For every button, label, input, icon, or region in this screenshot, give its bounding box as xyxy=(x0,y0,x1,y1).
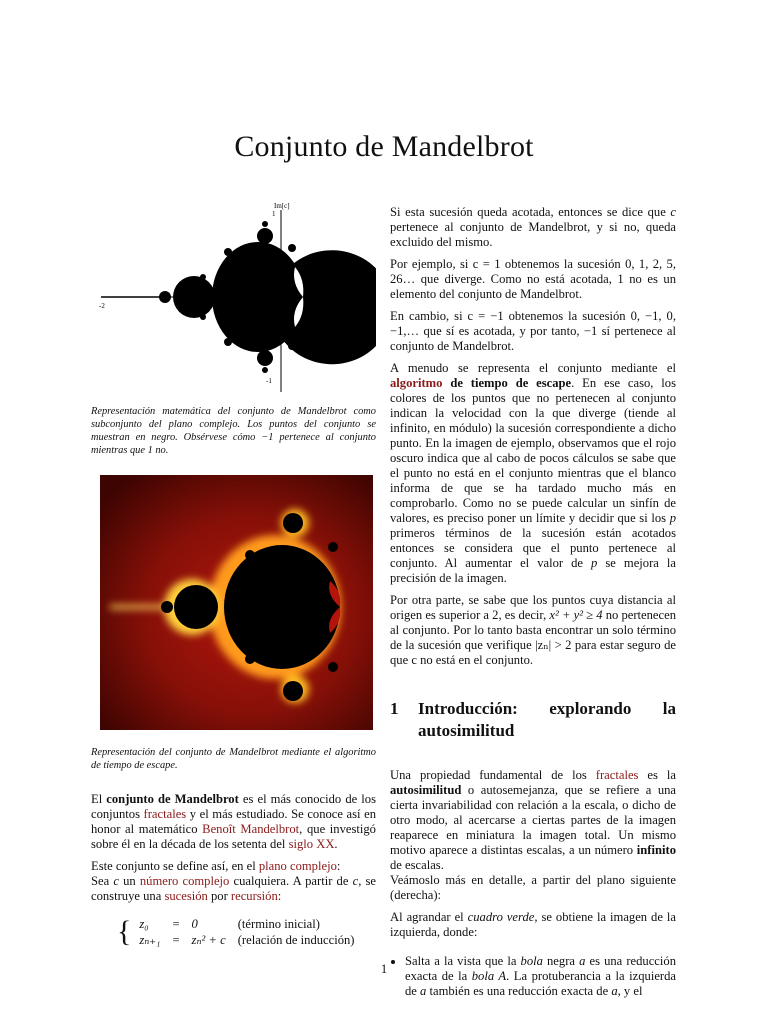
text: cualquiera. A partir de xyxy=(229,874,353,888)
term-a: a xyxy=(611,984,618,998)
section-heading xyxy=(390,698,676,742)
intro-paragraph xyxy=(91,792,376,852)
math-inequality: x² + y² ≥ 4 xyxy=(549,608,603,622)
text: se mejora la precisión de la imagen. xyxy=(390,556,676,585)
text: , se construye una xyxy=(91,874,377,903)
left-brace: { xyxy=(117,915,132,948)
link-numero-complejo[interactable]: número complejo xyxy=(139,874,230,888)
text: , y el xyxy=(617,984,643,998)
text: es el más conocido de los conjuntos xyxy=(91,792,376,821)
equation-sign: = xyxy=(172,917,180,931)
text: Por otra parte, se sabe que los puntos cuya distancia al origen es superior a 2, es decir, xyxy=(390,593,676,622)
term-a: a xyxy=(420,984,427,998)
text: . La protuberancia a la izquierda de xyxy=(405,969,676,998)
text: es una reducción exacta de la xyxy=(405,954,676,983)
text: Este conjunto se define así, en el xyxy=(91,859,259,873)
text: de escalas. xyxy=(390,858,444,872)
text: negra xyxy=(542,954,580,968)
paragraph-example-1: Por ejemplo, si c = 1 obtenemos la sucesión 0, 1, 2, 5, 26… que diverge. Como no está acotada, 1 no es un elemento del conjunto de Mandelbrot. xyxy=(390,257,676,301)
equation-rhs: zₙ² + c xyxy=(191,933,226,947)
paragraph-distance xyxy=(390,593,676,668)
math-c: c xyxy=(352,874,359,888)
paragraph-green-square xyxy=(390,910,676,940)
section-title: Introducción: explorando la autosimilitud xyxy=(418,699,676,740)
term-escape-time: de tiempo de escape xyxy=(442,376,572,390)
math-c: c xyxy=(670,205,676,219)
math-p: p xyxy=(669,511,676,525)
mandelbrot-set-shape xyxy=(101,221,376,373)
text: un xyxy=(118,874,140,888)
equation-lhs: zₙ₊₁ xyxy=(139,933,161,947)
tick-label-im-1: 1 xyxy=(272,210,276,218)
mandelbrot-plot-figure xyxy=(91,200,376,395)
paragraph-example-minus1: En cambio, si c = −1 obtenemos la sucesión 0, −1, 0, −1,… que sí es acotada, y por tanto, −1 sí pertenece al conjunto de Mandelbrot. xyxy=(390,309,676,353)
figure2-caption: Representación del conjunto de Mandelbrot mediante el algoritmo de tiempo de escape. xyxy=(91,747,376,771)
text: , se obtiene la imagen de la izquierda, donde: xyxy=(390,910,677,939)
text: El xyxy=(91,792,107,806)
link-plano-complejo[interactable]: plano complejo xyxy=(258,859,337,873)
term-bola: bola xyxy=(520,954,543,968)
text: también es una reducción exacta de xyxy=(426,984,612,998)
page-title: Conjunto de Mandelbrot xyxy=(234,130,534,164)
text: . En ese caso, los colores de los puntos que no pertenecen al conjunto indican la velocidad con la que diverge (tiende al infinito, en módulo) la sucesión correspondiente a dicho punto. En la imagen de ejemplo, observamos que el rojo oscuro indica que al cabo de pocos cálculos se sabe que el punto no está en el conjunto mientras que el blanco informa de que se ha tardado mucho más en comprobarlo. Como no se puede calcular un sinfín de valores, es preciso poner un límite y decidir que si los xyxy=(390,376,676,525)
link-sucesion[interactable]: sucesión xyxy=(164,889,208,903)
equation-rhs: 0 xyxy=(191,917,198,931)
text: primeros términos de la sucesión están acotados entonces se considera que el punto pertenece al conjunto. Al aumentar el valor de xyxy=(390,526,676,570)
equation-lhs: z₀ xyxy=(139,917,149,931)
term-mandelbrot-set: conjunto de Mandelbrot xyxy=(106,792,239,806)
term-a: a xyxy=(579,954,586,968)
definition-paragraph xyxy=(91,859,376,874)
text: o autosemejanza, que se refiere a una cierta invariabilidad con relación a la escala, o dicho de otro modo, al acercarse a ciertas partes de la imagen reaparece en miniatura la imagen total. Un mismo motivo aparece a distintas escalas, a un número xyxy=(390,783,676,857)
escape-time-figure xyxy=(100,475,373,730)
left-column xyxy=(91,200,376,948)
term-cuadro-verde: cuadro verde xyxy=(467,910,535,924)
tick-label-im-minus1: -1 xyxy=(266,377,272,385)
text: pertenece al conjunto de Mandelbrot, y si no, queda excluido del mismo. xyxy=(390,220,676,249)
math-p: p xyxy=(591,556,598,570)
text: Salta a la vista que la xyxy=(405,954,521,968)
paragraph-selfsimilarity xyxy=(390,768,676,873)
im-axis-label: Im[c] xyxy=(274,202,290,210)
section-number: 1 xyxy=(390,699,399,718)
text: : xyxy=(336,859,341,873)
sequence-paragraph xyxy=(91,874,376,904)
text: Si esta sucesión queda acotada, entonces se dice que xyxy=(390,205,671,219)
right-column xyxy=(390,205,676,999)
text: , que investigó sobre él en la década de los setenta del xyxy=(91,822,376,851)
text: por xyxy=(207,889,231,903)
term-bola-a: bola A xyxy=(471,969,507,983)
text: Sea xyxy=(91,874,114,888)
text: . xyxy=(334,837,338,851)
link-algoritmo[interactable]: algoritmo xyxy=(390,376,443,390)
link-siglo-xx[interactable]: siglo XX xyxy=(288,837,335,851)
paragraph-detail: Veámoslo más en detalle, a partir del plano siguiente (derecha): xyxy=(390,873,676,902)
equation-note: (término inicial) xyxy=(237,917,320,931)
link-recursion[interactable]: recursión xyxy=(230,889,278,903)
equation-sign: = xyxy=(172,933,180,947)
page-number: 1 xyxy=(380,962,388,976)
text: no pertenecen al conjunto. Por lo tanto basta encontrar un solo término de la sucesión que verifique |zₙ| > 2 para estar seguro de que c no está en el conjunto. xyxy=(390,608,676,667)
paragraph-escape-time xyxy=(390,361,676,586)
term-infinito: infinito xyxy=(636,843,676,857)
recurrence-equation xyxy=(117,916,376,948)
text: A menudo se representa el conjunto mediante el xyxy=(390,361,676,375)
text: Al agrandar el xyxy=(390,910,468,924)
text: es la xyxy=(638,768,676,782)
text: y el más estudiado. Se conoce así en honor al matemático xyxy=(91,807,376,836)
text: Una propiedad fundamental de los xyxy=(390,768,596,782)
text: : xyxy=(277,889,282,903)
equation-note: (relación de inducción) xyxy=(237,933,355,947)
figure1-caption: Representación matemática del conjunto de Mandelbrot como subconjunto del plano complejo. Los puntos del conjunto se muestran en negro. Obsérvese cómo −1 pertenece al conjunto mientras que 1 no. xyxy=(91,406,376,456)
tick-label-re-minus2: -2 xyxy=(99,302,105,310)
math-c: c xyxy=(113,874,119,888)
link-fractales[interactable]: fractales xyxy=(143,807,187,821)
link-benoit-mandelbrot[interactable]: Benoît Mandelbrot xyxy=(202,822,300,836)
term-autosimilitud: autosimilitud xyxy=(390,783,462,797)
paragraph-bounded xyxy=(390,205,676,250)
link-fractales[interactable]: fractales xyxy=(595,768,639,782)
